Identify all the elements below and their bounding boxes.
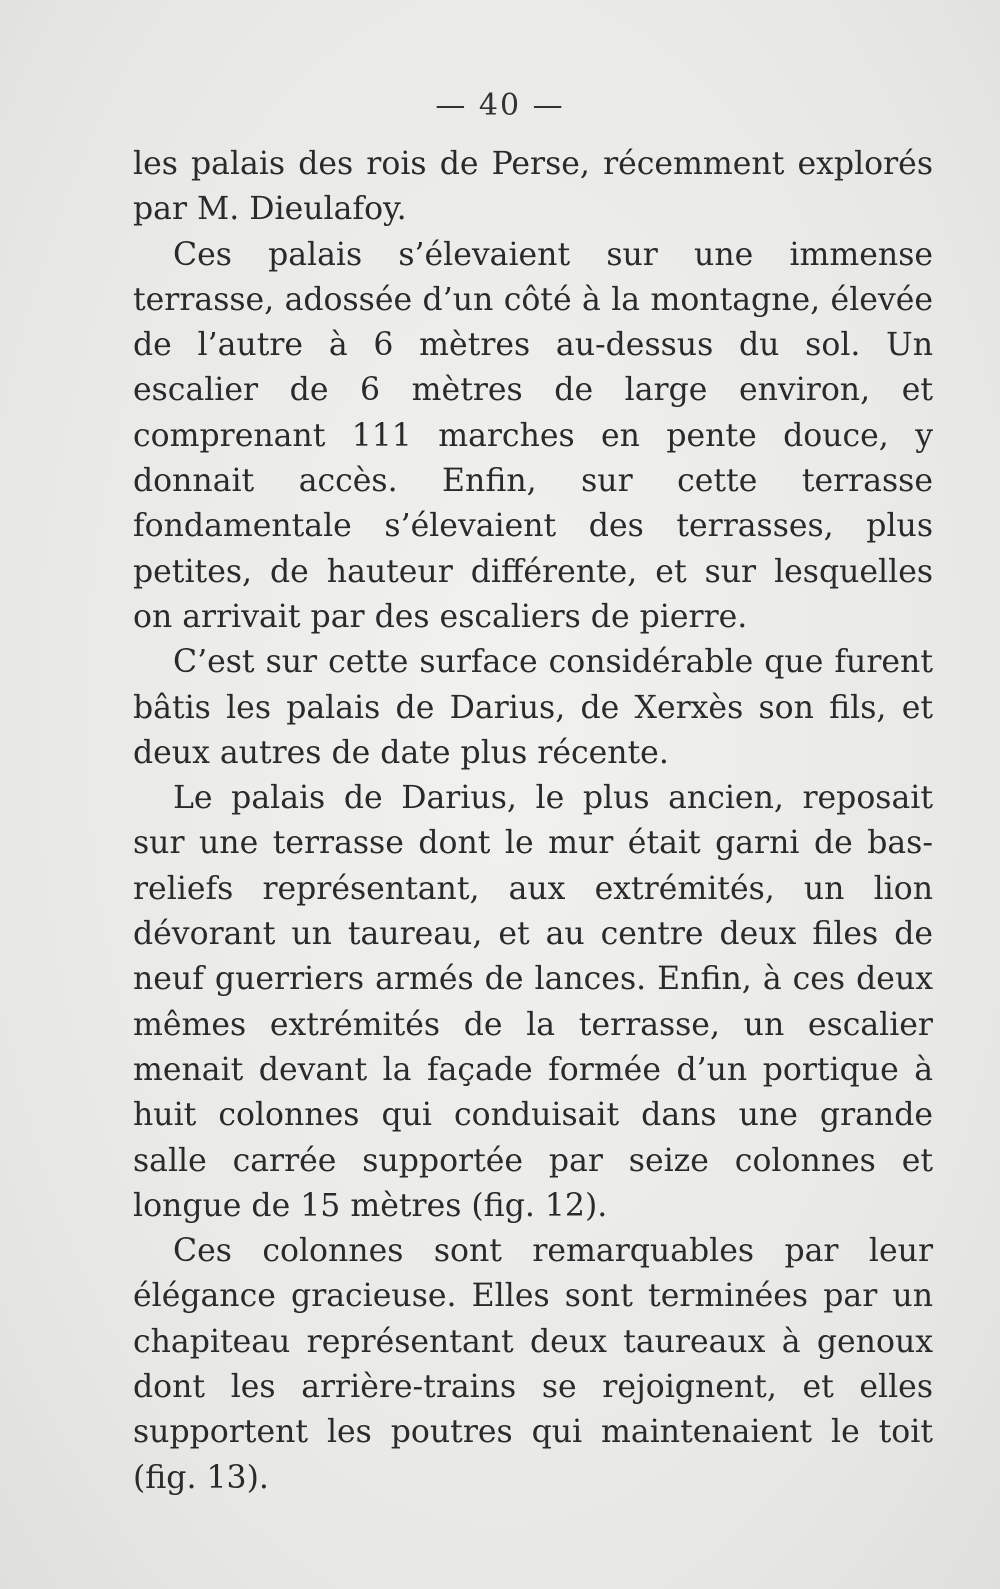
page-number: — 40 —	[435, 88, 565, 123]
paragraph-2: Ces palais s’élevaient sur une immense terrasse, adossée d’un côté à la montagne, élevée de l’autre à 6 mètres au-dessus du sol. Un escalier de 6 mètres de large environ, et comprenant 111 marches en pente douce, y donnait accès. Enfin, sur cette terrasse fondamentale s’élevaient des terrasses, plus petites, de hauteur différente, et sur lesquelles on arrivait par des escaliers de pierre.	[133, 236, 933, 635]
paragraph-1: les palais des rois de Perse, récemment explorés par M. Dieulafoy.	[133, 146, 933, 228]
paragraph-5: Ces colonnes sont remarquables par leur élégance gracieuse. Elles sont terminées par un chapiteau représentant deux taureaux à genoux dont les arrière-trains se rejoignent, et elles supportent les poutres qui maintenaient le toit (fig. 13).	[133, 1233, 933, 1496]
body-text	[133, 142, 933, 1501]
paragraph-3: C’est sur cette surface considérable que furent bâtis les palais de Darius, de Xerxès son fils, et deux autres de date plus récente.	[133, 644, 933, 771]
paragraph-4: Le palais de Darius, le plus ancien, reposait sur une terrasse dont le mur était garni de bas-reliefs représentant, aux extrémités, un lion dévorant un taureau, et au centre deux files de neuf guerriers armés de lances. Enfin, à ces deux mêmes extrémités de la terrasse, un escalier menait devant la façade formée d’un portique à huit colonnes qui conduisait dans une grande salle carrée supportée par seize colonnes et longue de 15 mètres (fig. 12).	[133, 780, 933, 1224]
